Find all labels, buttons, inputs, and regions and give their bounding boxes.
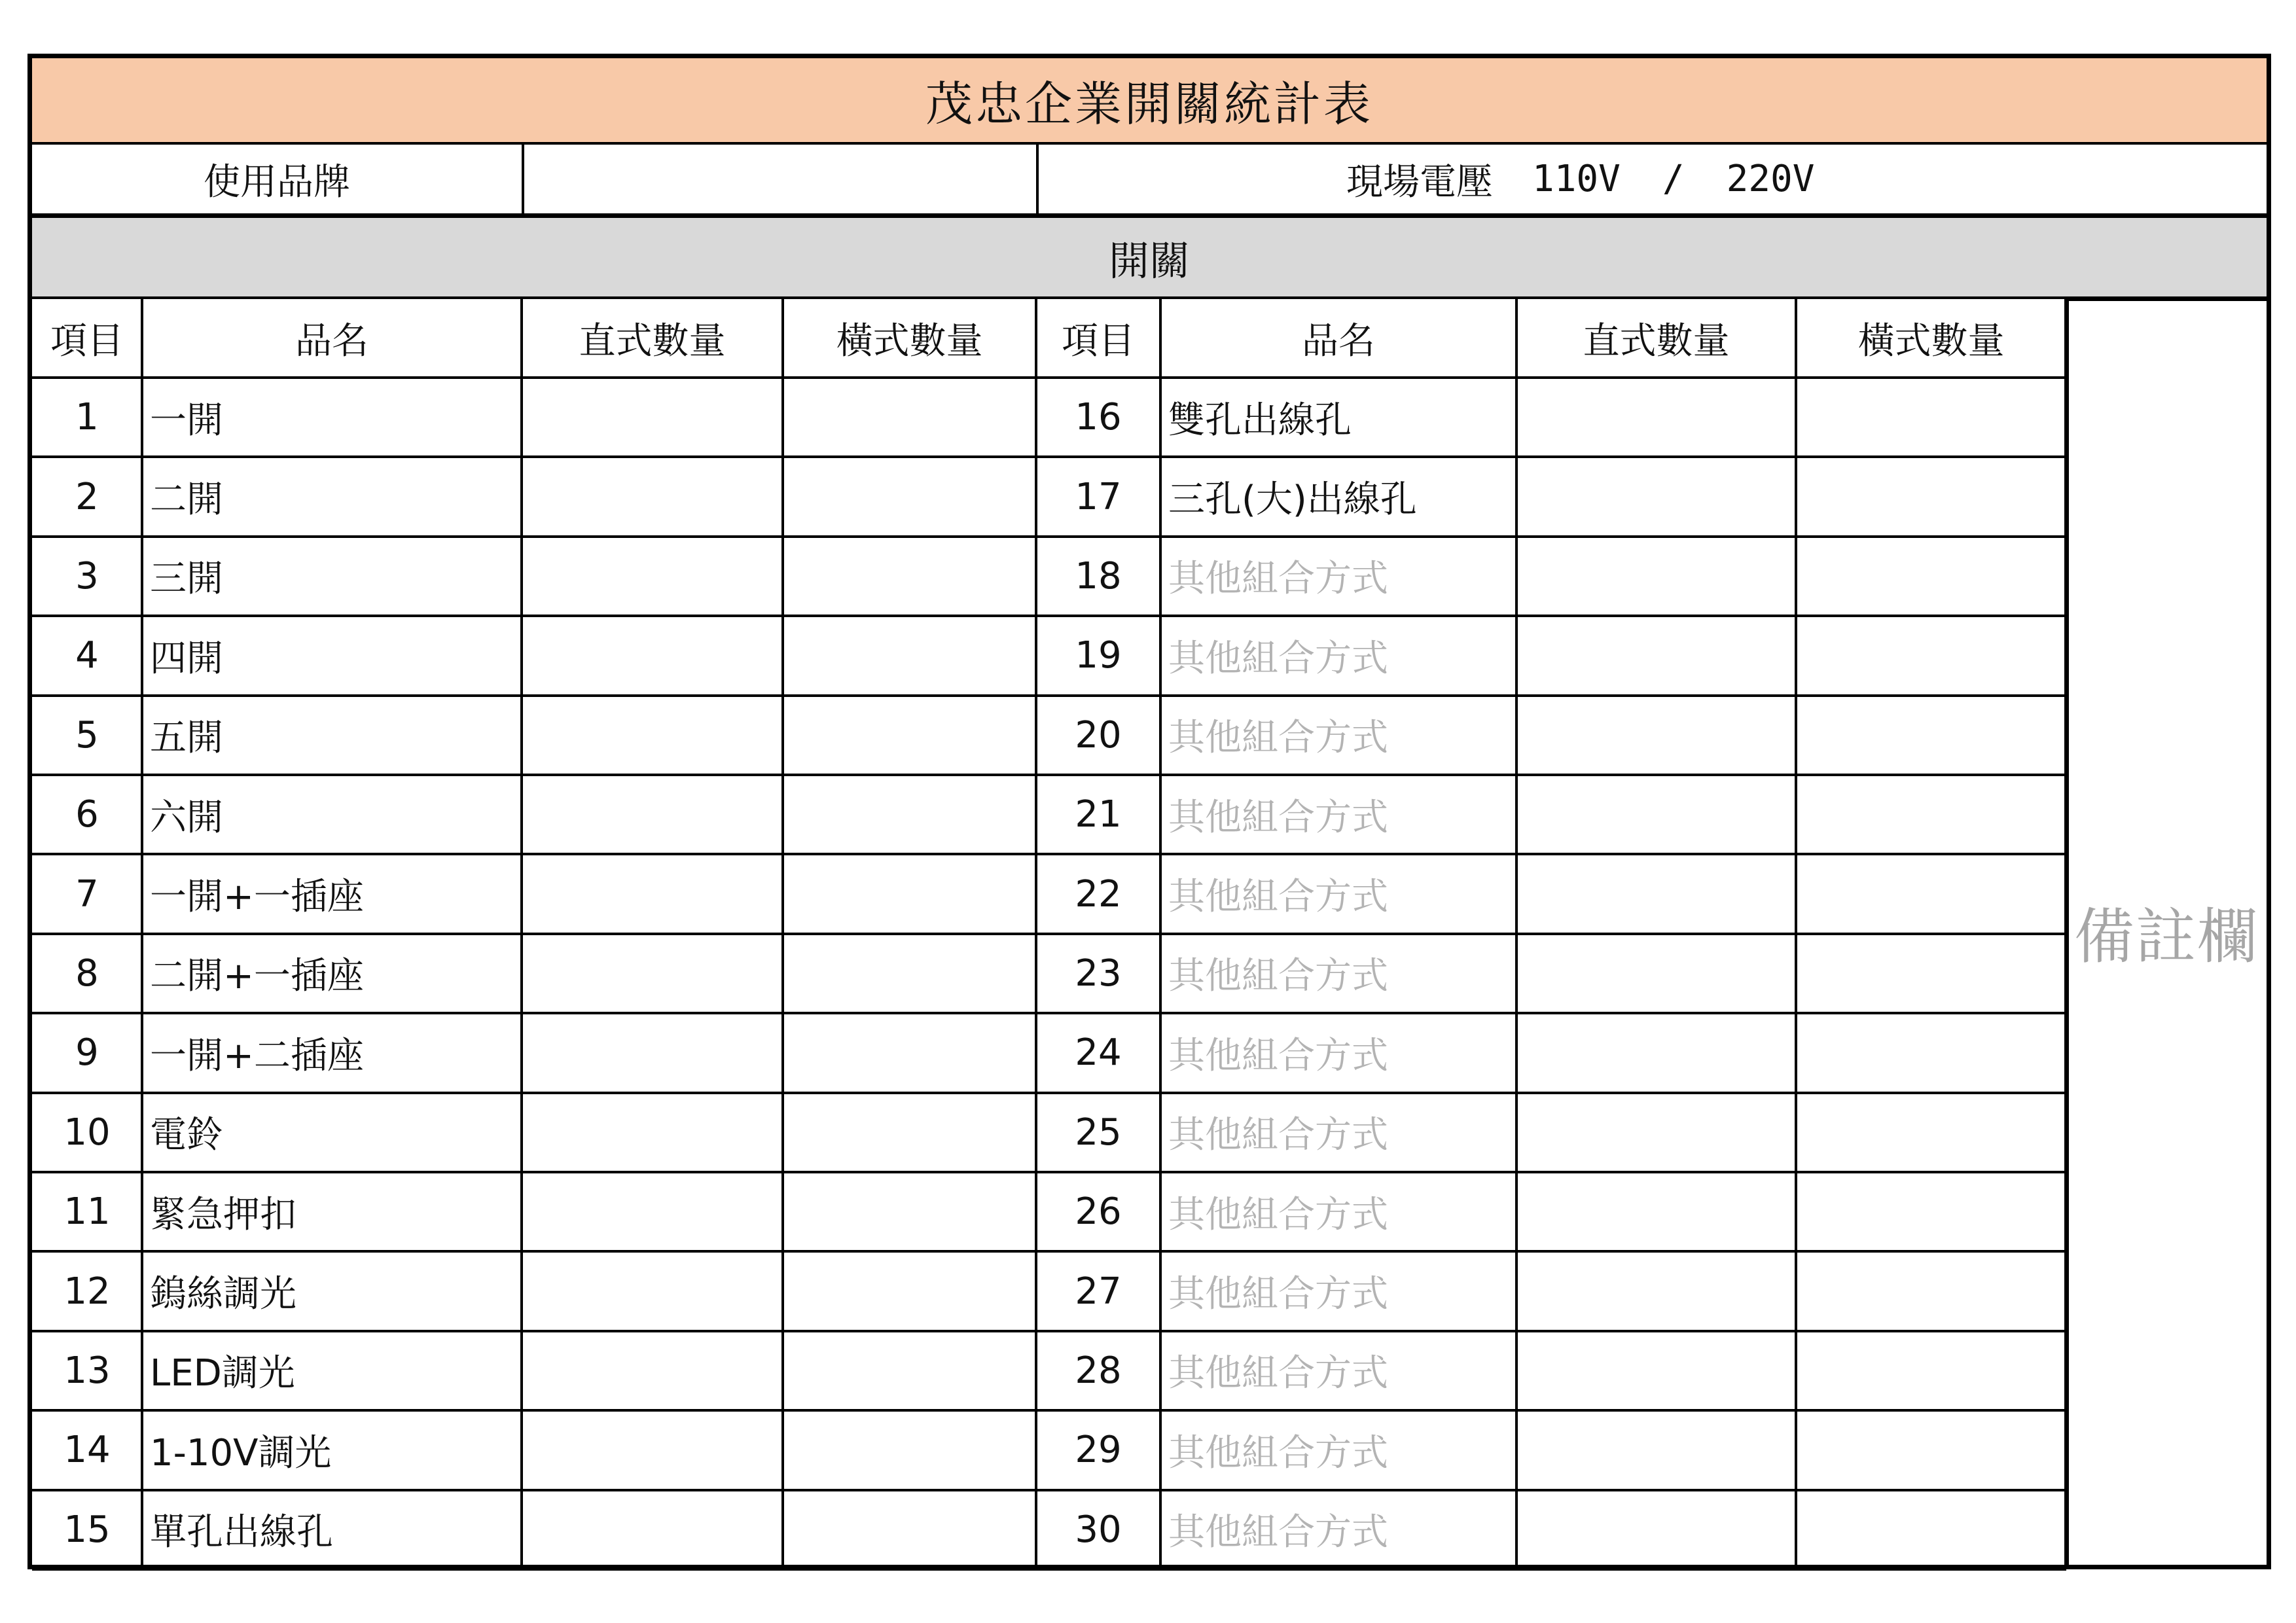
row-vertical-qty-field[interactable] (1516, 537, 1796, 616)
row-product-name: 單孔出線孔 (150, 1511, 333, 1554)
row-product-name: 其他組合方式 (1168, 1431, 1388, 1474)
row-product-name: 二開 (150, 478, 223, 522)
switch-statistics-sheet (27, 54, 2271, 1569)
row-horizontal-qty-field[interactable] (783, 775, 1036, 854)
row-product-name: 其他組合方式 (1168, 796, 1388, 839)
remarks-column[interactable]: 備註欄 (2073, 902, 2259, 972)
row-product-name: 其他組合方式 (1168, 558, 1388, 601)
column-divider (781, 299, 784, 1565)
row-vertical-qty-field[interactable] (1516, 934, 1796, 1013)
row-divider (32, 1171, 2066, 1173)
row-product-name: 緊急押扣 (150, 1193, 296, 1236)
row-horizontal-qty-field[interactable] (783, 378, 1036, 457)
row-vertical-qty-field[interactable] (1516, 457, 1796, 536)
row-horizontal-qty-field[interactable] (783, 1251, 1036, 1330)
column-divider (1795, 299, 1797, 1565)
row-vertical-qty-field[interactable] (522, 854, 783, 933)
row-horizontal-qty-field[interactable] (1796, 1093, 2066, 1172)
row-horizontal-qty-field[interactable] (1796, 1251, 2066, 1330)
column-header-item: 項目 (50, 320, 124, 363)
column-header-item: 項目 (1062, 320, 1135, 363)
row-vertical-qty-field[interactable] (522, 1490, 783, 1569)
row-horizontal-qty-field[interactable] (783, 1490, 1036, 1569)
row-item-number: 15 (63, 1508, 111, 1551)
row-horizontal-qty-field[interactable] (783, 1172, 1036, 1251)
row-item-number: 11 (63, 1190, 111, 1234)
row-vertical-qty-field[interactable] (522, 1093, 783, 1172)
column-header-name: 品名 (295, 320, 368, 363)
row-item-number: 4 (75, 634, 99, 677)
row-product-name: 一開+一插座 (150, 876, 364, 919)
row-product-name: 其他組合方式 (1168, 1114, 1388, 1157)
row-item-number: 21 (1075, 793, 1122, 836)
column-header-vertical-qty: 直式數量 (1583, 320, 1730, 363)
row-product-name: 其他組合方式 (1168, 955, 1388, 998)
row-product-name: 其他組合方式 (1168, 876, 1388, 919)
row-vertical-qty-field[interactable] (522, 1410, 783, 1489)
row-product-name: 其他組合方式 (1168, 717, 1388, 760)
row-horizontal-qty-field[interactable] (1796, 457, 2066, 536)
row-vertical-qty-field[interactable] (1516, 1331, 1796, 1410)
row-vertical-qty-field[interactable] (522, 775, 783, 854)
row-item-number: 26 (1075, 1190, 1122, 1234)
row-horizontal-qty-field[interactable] (1796, 934, 2066, 1013)
section-title-switch: 開關 (32, 218, 2267, 299)
row-divider (32, 853, 2066, 855)
row-vertical-qty-field[interactable] (1516, 616, 1796, 695)
row-divider (32, 1489, 2066, 1491)
sheet-title: 茂忠企業開關統計表 (32, 58, 2267, 145)
row-product-name: 鎢絲調光 (150, 1273, 296, 1316)
column-divider (520, 299, 523, 1565)
row-product-name: 三孔(大)出線孔 (1168, 478, 1417, 522)
row-vertical-qty-field[interactable] (522, 616, 783, 695)
row-item-number: 22 (1075, 872, 1122, 916)
row-horizontal-qty-field[interactable] (783, 1013, 1036, 1092)
row-vertical-qty-field[interactable] (1516, 1410, 1796, 1489)
row-horizontal-qty-field[interactable] (783, 457, 1036, 536)
row-vertical-qty-field[interactable] (1516, 378, 1796, 457)
row-product-name: 其他組合方式 (1168, 637, 1388, 680)
row-divider (32, 1250, 2066, 1253)
row-item-number: 7 (75, 872, 99, 916)
row-product-name: 其他組合方式 (1168, 1273, 1388, 1316)
row-vertical-qty-field[interactable] (522, 537, 783, 616)
row-product-name: 一開 (150, 399, 223, 442)
voltage-separator: / (1662, 158, 1685, 200)
row-horizontal-qty-field[interactable] (1796, 378, 2066, 457)
voltage-220-option[interactable]: 220V (1726, 158, 1815, 200)
row-divider (32, 455, 2066, 458)
row-product-name: 其他組合方式 (1168, 1034, 1388, 1077)
row-horizontal-qty-field[interactable] (783, 616, 1036, 695)
row-item-number: 14 (63, 1429, 111, 1472)
row-horizontal-qty-field[interactable] (783, 854, 1036, 933)
row-divider (32, 535, 2066, 538)
row-item-number: 29 (1075, 1429, 1122, 1472)
row-item-number: 27 (1075, 1270, 1122, 1313)
row-divider (32, 1330, 2066, 1332)
row-horizontal-qty-field[interactable] (1796, 1013, 2066, 1092)
row-divider (32, 376, 2066, 379)
row-product-name: LED調光 (150, 1352, 295, 1395)
row-horizontal-qty-field[interactable] (783, 1331, 1036, 1410)
row-horizontal-qty-field[interactable] (1796, 1331, 2066, 1410)
column-divider (1159, 299, 1162, 1565)
row-product-name: 其他組合方式 (1168, 1193, 1388, 1236)
row-divider (32, 933, 2066, 935)
row-product-name: 六開 (150, 796, 223, 839)
row-vertical-qty-field[interactable] (522, 934, 783, 1013)
row-item-number: 17 (1075, 475, 1122, 518)
row-item-number: 5 (75, 713, 99, 757)
row-product-name: 四開 (150, 637, 223, 680)
row-product-name: 五開 (150, 717, 223, 760)
row-product-name: 1-10V調光 (150, 1431, 332, 1474)
row-vertical-qty-field[interactable] (1516, 1013, 1796, 1092)
row-item-number: 9 (75, 1031, 99, 1075)
row-divider (32, 1409, 2066, 1412)
row-product-name: 雙孔出線孔 (1168, 399, 1352, 442)
row-vertical-qty-field[interactable] (1516, 1490, 1796, 1569)
row-divider (32, 1012, 2066, 1014)
row-item-number: 13 (63, 1349, 111, 1392)
column-header-horizontal-qty: 橫式數量 (1857, 320, 2005, 363)
row-horizontal-qty-field[interactable] (1796, 1172, 2066, 1251)
row-item-number: 19 (1075, 634, 1122, 677)
row-item-number: 23 (1075, 952, 1122, 995)
row-product-name: 一開+二插座 (150, 1034, 364, 1077)
row-item-number: 1 (75, 396, 99, 439)
row-horizontal-qty-field[interactable] (1796, 775, 2066, 854)
row-vertical-qty-field[interactable] (522, 1013, 783, 1092)
row-divider (32, 615, 2066, 617)
row-item-number: 2 (75, 475, 99, 518)
info-row (32, 145, 2267, 218)
row-item-number: 16 (1075, 396, 1122, 439)
row-divider (32, 1092, 2066, 1094)
row-vertical-qty-field[interactable] (1516, 1251, 1796, 1330)
row-vertical-qty-field[interactable] (522, 378, 783, 457)
row-divider (32, 694, 2066, 697)
row-item-number: 8 (75, 952, 99, 995)
row-vertical-qty-field[interactable] (1516, 1093, 1796, 1172)
row-product-name: 其他組合方式 (1168, 1352, 1388, 1395)
row-horizontal-qty-field[interactable] (1796, 1490, 2066, 1569)
row-vertical-qty-field[interactable] (1516, 854, 1796, 933)
row-horizontal-qty-field[interactable] (1796, 537, 2066, 616)
voltage-110-option[interactable]: 110V (1532, 158, 1621, 200)
row-item-number: 6 (75, 793, 99, 836)
row-item-number: 25 (1075, 1111, 1122, 1154)
row-horizontal-qty-field[interactable] (783, 1410, 1036, 1489)
voltage-field[interactable] (1036, 145, 2267, 213)
row-item-number: 12 (63, 1270, 111, 1313)
column-divider (1035, 299, 1037, 1565)
brand-value-field[interactable] (522, 145, 1036, 213)
column-header-horizontal-qty: 橫式數量 (836, 320, 983, 363)
row-product-name: 電鈴 (150, 1114, 223, 1157)
row-item-number: 20 (1075, 713, 1122, 757)
row-horizontal-qty-field[interactable] (783, 934, 1036, 1013)
brand-label: 使用品牌 (204, 160, 350, 204)
row-vertical-qty-field[interactable] (1516, 775, 1796, 854)
row-item-number: 30 (1075, 1508, 1122, 1551)
row-divider (32, 774, 2066, 776)
row-vertical-qty-field[interactable] (1516, 1172, 1796, 1251)
voltage-label: 現場電壓 (1346, 160, 1493, 204)
row-horizontal-qty-field[interactable] (783, 696, 1036, 775)
row-vertical-qty-field[interactable] (522, 1331, 783, 1410)
row-vertical-qty-field[interactable] (522, 696, 783, 775)
column-header-name: 品名 (1302, 320, 1375, 363)
row-horizontal-qty-field[interactable] (1796, 1410, 2066, 1489)
row-product-name: 其他組合方式 (1168, 1511, 1388, 1554)
row-horizontal-qty-field[interactable] (783, 537, 1036, 616)
row-vertical-qty-field[interactable] (522, 1172, 783, 1251)
row-horizontal-qty-field[interactable] (1796, 696, 2066, 775)
column-divider (1515, 299, 1518, 1565)
row-item-number: 3 (75, 554, 99, 597)
row-item-number: 24 (1075, 1031, 1122, 1075)
row-item-number: 10 (63, 1111, 111, 1154)
row-divider (32, 1568, 2066, 1571)
column-divider (141, 299, 143, 1565)
row-item-number: 18 (1075, 554, 1122, 597)
row-horizontal-qty-field[interactable] (783, 1093, 1036, 1172)
row-vertical-qty-field[interactable] (1516, 696, 1796, 775)
row-vertical-qty-field[interactable] (522, 457, 783, 536)
row-product-name: 三開 (150, 558, 223, 601)
row-product-name: 二開+一插座 (150, 955, 364, 998)
row-horizontal-qty-field[interactable] (1796, 854, 2066, 933)
column-header-vertical-qty: 直式數量 (579, 320, 726, 363)
row-item-number: 28 (1075, 1349, 1122, 1392)
row-vertical-qty-field[interactable] (522, 1251, 783, 1330)
row-horizontal-qty-field[interactable] (1796, 616, 2066, 695)
